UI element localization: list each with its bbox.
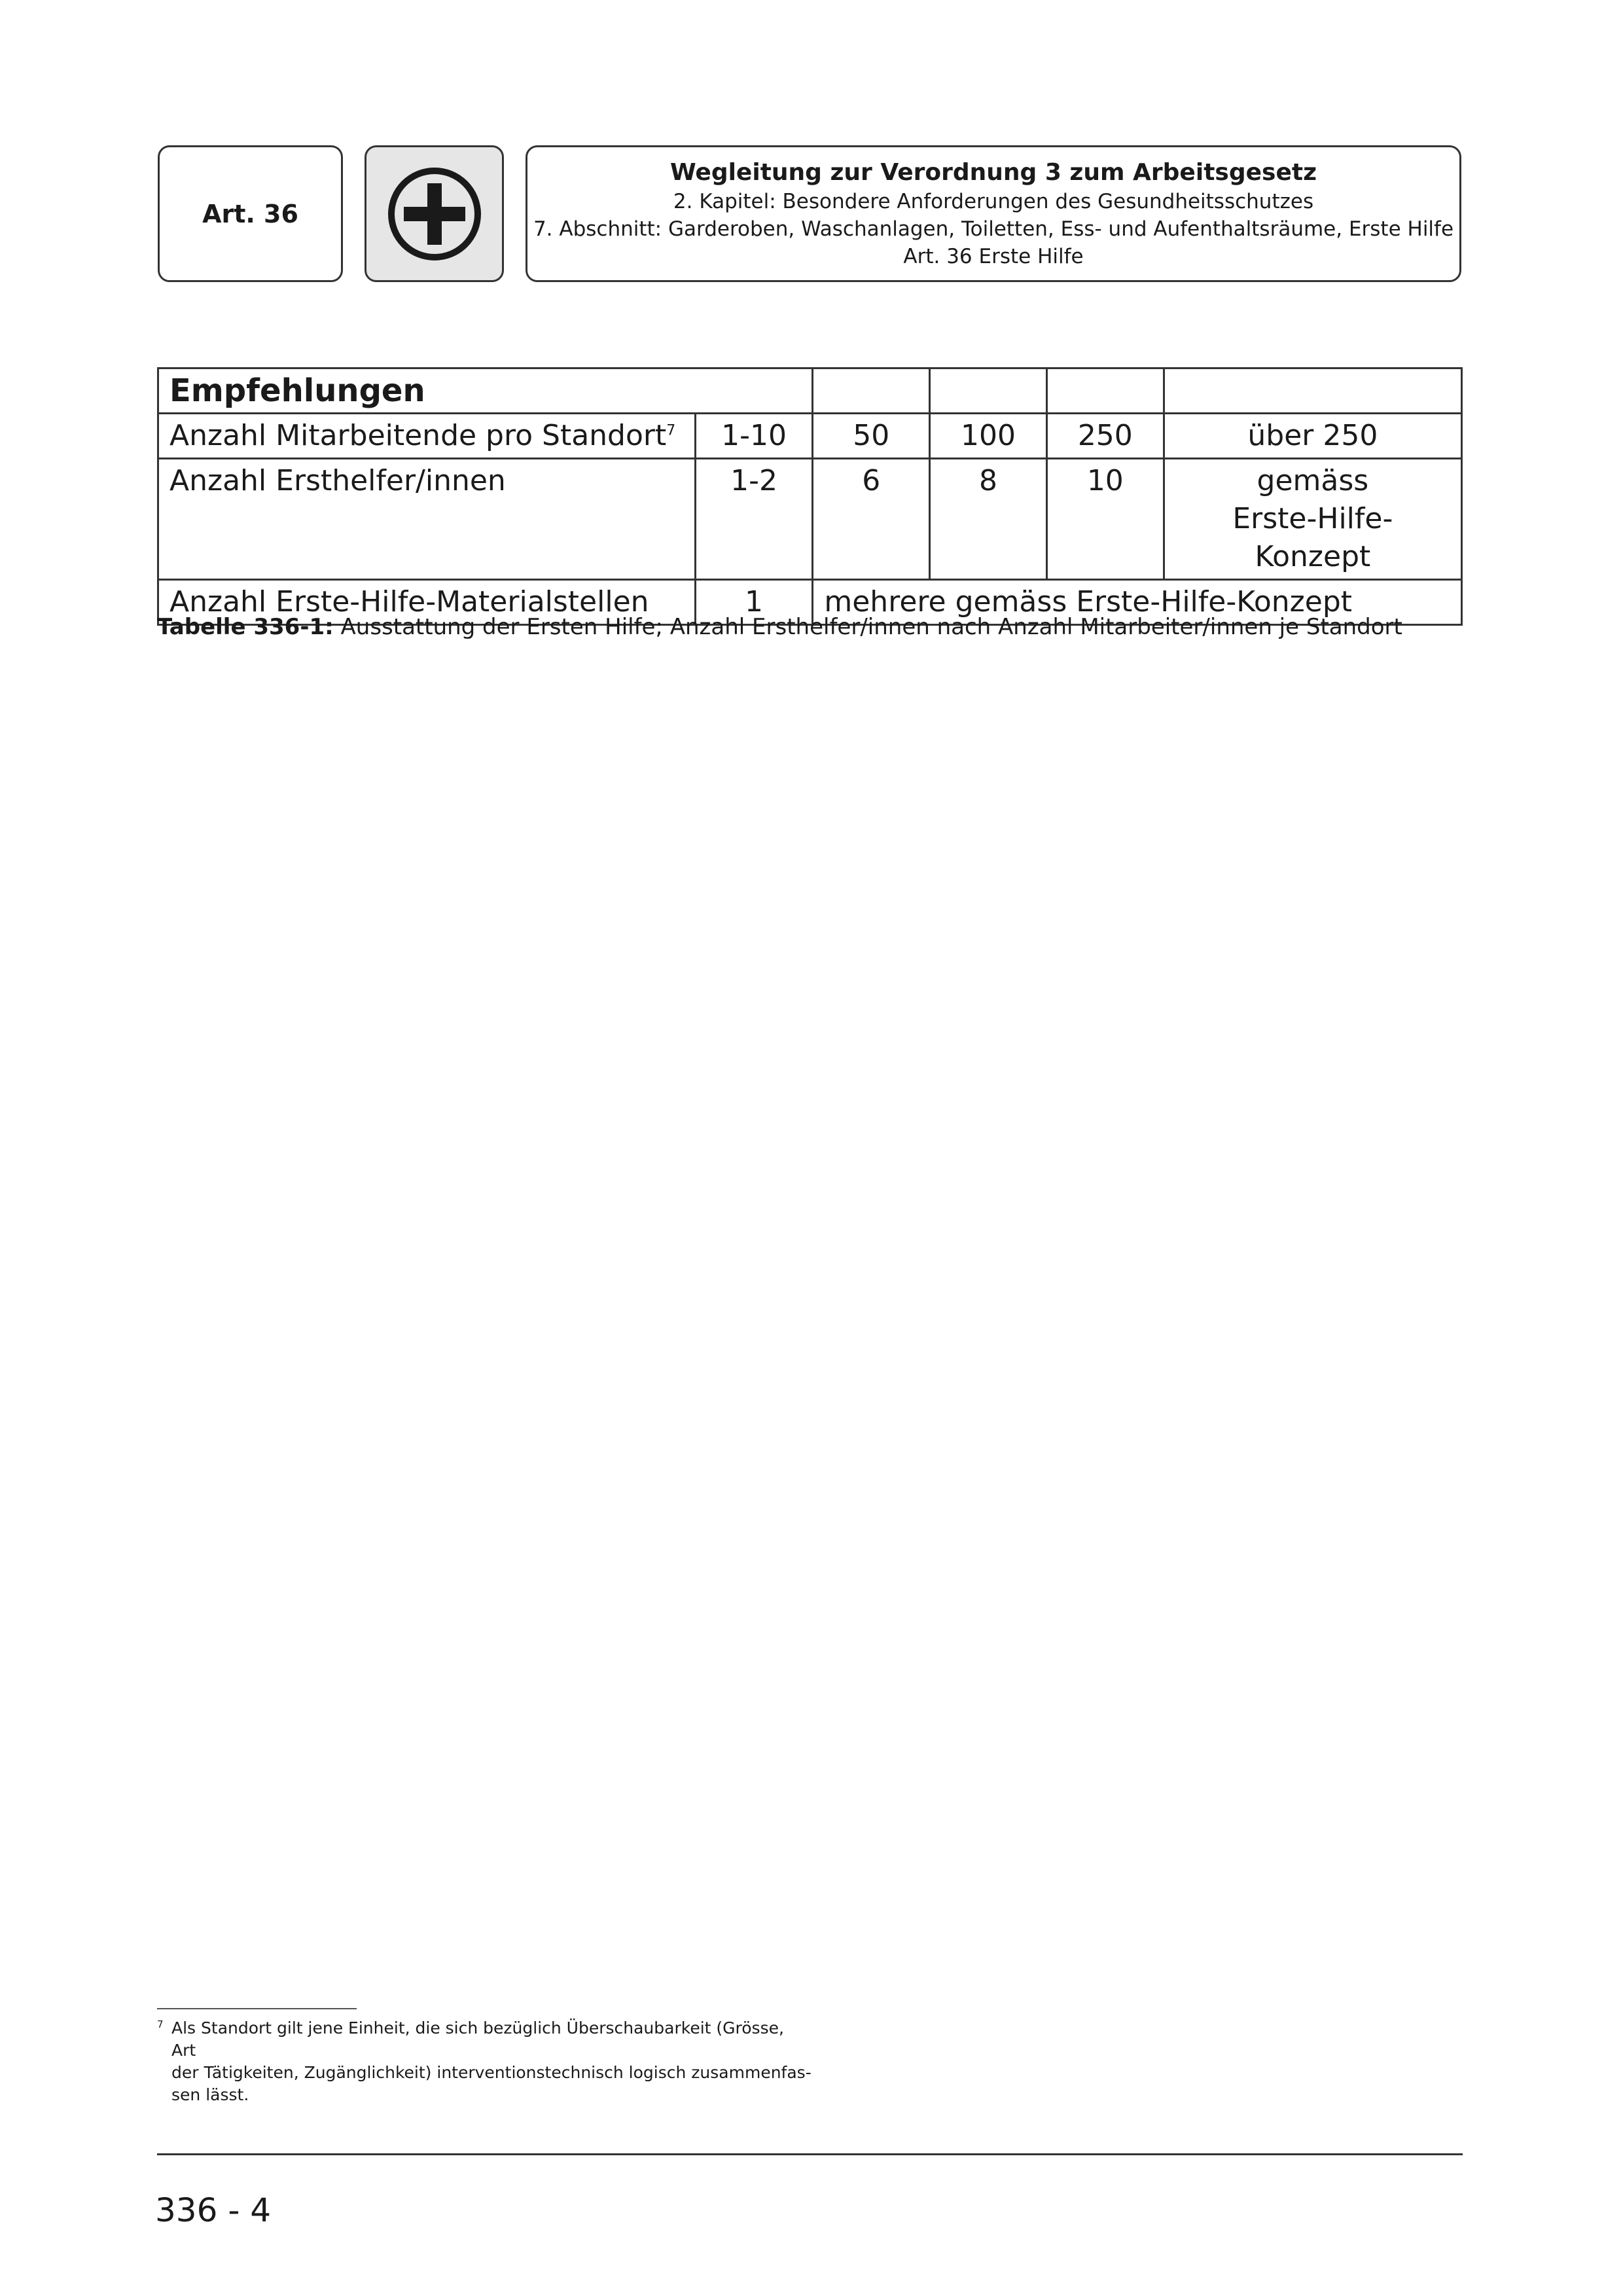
table-cell: 6 [813,459,930,580]
table-cell: 8 [930,459,1047,580]
row-label: Anzahl Erste-Hilfe-Materialstellen [158,580,696,625]
footnote-line: sen lässt. [171,2085,249,2104]
section-line: 7. Abschnitt: Garderoben, Waschanlagen, Toiletten, Ess- und Aufenthaltsräume, Erste Hilfe [533,217,1454,241]
table-heading: Empfehlungen [158,368,813,414]
table-cell: 1-2 [695,459,813,580]
first-aid-cross-icon [385,165,484,263]
article-line: Art. 36 Erste Hilfe [903,244,1084,268]
table-cell: über 250 [1164,414,1461,459]
row-label: Anzahl Ersthelfer/innen [158,459,696,580]
footnote-ref: 7 [666,422,676,439]
footnote-divider [157,2008,357,2009]
footnote [157,2017,812,2106]
table-cell [1164,368,1461,414]
table-cell: 1 [695,580,813,625]
footnote-number: 7 [157,2018,164,2030]
table-cell: 50 [813,414,930,459]
row-label: Anzahl Mitarbeitende pro Standort$^7$ [158,414,696,459]
table-cell [930,368,1047,414]
article-label: Art. 36 [202,199,298,228]
table-cell: 1-10 [695,414,813,459]
article-box [158,145,343,282]
icon-box [365,145,504,282]
table-caption [157,614,1402,640]
table-cell: mehrere gemäss Erste-Hilfe-Konzept [813,580,1462,625]
table-cell: 10 [1046,459,1164,580]
chapter-line: 2. Kapitel: Besondere Anforderungen des Gesundheitsschutzes [673,189,1314,213]
page-number: 336 - 4 [155,2191,272,2229]
table-cell [1046,368,1164,414]
recommendations-table [157,367,1463,626]
footnote-line: der Tätigkeiten, Zugänglichkeit) interventionstechnisch logisch zusammenfas- [171,2063,812,2082]
caption-text: Ausstattung der Ersten Hilfe; Anzahl Ersthelfer/innen nach Anzahl Mitarbeiter/innen je Standort [333,614,1402,640]
document-title-box [526,145,1461,282]
table-cell: 250 [1046,414,1164,459]
table-cell: gemäss Erste-Hilfe-Konzept [1164,459,1461,580]
document-title: Wegleitung zur Verordnung 3 zum Arbeitsgesetz [669,158,1317,186]
table-row [158,414,1462,459]
table-cell [813,368,930,414]
table-header-row [158,368,1462,414]
table-cell: 100 [930,414,1047,459]
footer-divider [157,2153,1463,2155]
caption-label: Tabelle 336-1: [157,614,334,640]
table-row [158,459,1462,580]
footnote-line: Als Standort gilt jene Einheit, die sich bezüglich Überschaubarkeit (Grösse, Art [171,2018,784,2060]
